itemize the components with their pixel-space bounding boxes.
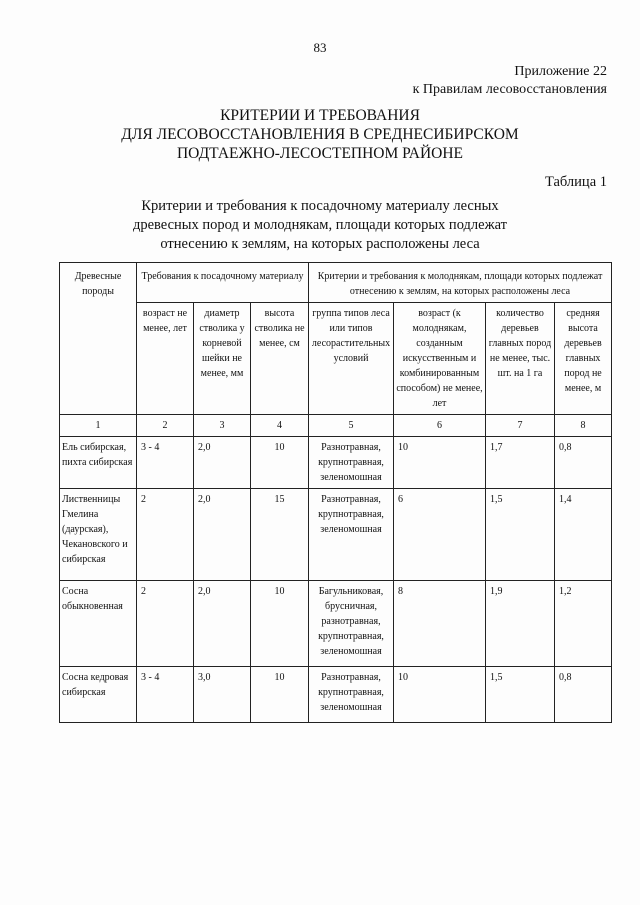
column-number: 6	[394, 415, 486, 437]
page-number: 83	[313, 40, 327, 55]
height-cell: 10	[251, 581, 309, 667]
tree-count-cell: 1,9	[486, 581, 555, 667]
title-line-2: ДЛЯ ЛЕСОВОССТАНОВЛЕНИЯ В СРЕДНЕСИБИРСКОМ	[121, 126, 519, 143]
column-number: 2	[137, 415, 194, 437]
header-col-8: средняя высота деревьев главных пород не менее, м	[555, 303, 612, 415]
species-cell: Сосна кедровая сибирская	[60, 667, 137, 723]
header-species: Древесные породы	[60, 263, 137, 415]
table-row	[60, 581, 612, 667]
column-number: 8	[555, 415, 612, 437]
document-title	[0, 106, 640, 163]
column-number: 5	[309, 415, 394, 437]
title-line-1: КРИТЕРИИ И ТРЕБОВАНИЯ	[220, 107, 420, 124]
forest-type-cell: Разнотравная, крупнотравная, зеленомошная	[309, 437, 394, 489]
header-young-stands: Критерии и требования к молоднякам, площади которых подлежат отнесению к землям, на которых расположены леса	[309, 263, 612, 303]
species-cell: Сосна обыкновенная	[60, 581, 137, 667]
young-age-cell: 10	[394, 667, 486, 723]
column-number-row	[60, 415, 612, 437]
seedling-age-cell: 2	[137, 581, 194, 667]
species-cell: Лиственницы Гмелина (даурская), Чекановского и сибирская	[60, 489, 137, 581]
tree-count-cell: 1,5	[486, 667, 555, 723]
tree-count-cell: 1,7	[486, 437, 555, 489]
header-col-6: возраст (к молоднякам, созданным искусственным и комбинированным способом) не менее, лет	[394, 303, 486, 415]
young-age-cell: 8	[394, 581, 486, 667]
header-col-5: группа типов леса или типов лесорастительных условий	[309, 303, 394, 415]
diameter-cell: 3,0	[194, 667, 251, 723]
tree-count-cell: 1,5	[486, 489, 555, 581]
avg-height-cell: 0,8	[555, 437, 612, 489]
table-row	[60, 667, 612, 723]
caption-line-1: Критерии и требования к посадочному материалу лесных	[141, 198, 499, 214]
species-cell: Ель сибирская, пихта сибирская	[60, 437, 137, 489]
diameter-cell: 2,0	[194, 489, 251, 581]
table-row	[60, 437, 612, 489]
seedling-age-cell: 3 - 4	[137, 437, 194, 489]
forest-type-cell: Разнотравная, крупнотравная, зеленомошная	[309, 667, 394, 723]
appendix-line-1: Приложение 22	[514, 64, 607, 79]
diameter-cell: 2,0	[194, 581, 251, 667]
seedling-age-cell: 3 - 4	[137, 667, 194, 723]
table-number: Таблица 1	[544, 174, 607, 190]
seedling-age-cell: 2	[137, 489, 194, 581]
avg-height-cell: 1,2	[555, 581, 612, 667]
table-row	[60, 489, 612, 581]
header-col-7: количество деревьев главных пород не менее, тыс. шт. на 1 га	[486, 303, 555, 415]
height-cell: 10	[251, 437, 309, 489]
header-row-2	[60, 303, 612, 415]
young-age-cell: 6	[394, 489, 486, 581]
header-col-4: высота стволика не менее, см	[251, 303, 309, 415]
forest-type-cell: Багульниковая, брусничная, разнотравная, крупнотравная, зеленомошная	[309, 581, 394, 667]
header-row-1	[60, 263, 612, 303]
criteria-table	[59, 262, 612, 723]
caption-line-2: древесных пород и молоднякам, площади которых подлежат	[132, 217, 507, 233]
height-cell: 10	[251, 667, 309, 723]
header-col-3: диаметр стволика у корневой шейки не менее, мм	[194, 303, 251, 415]
column-number: 4	[251, 415, 309, 437]
column-number: 3	[194, 415, 251, 437]
column-number: 7	[486, 415, 555, 437]
height-cell: 15	[251, 489, 309, 581]
title-line-3: ПОДТАЕЖНО-ЛЕСОСТЕПНОМ РАЙОНЕ	[176, 145, 464, 162]
avg-height-cell: 0,8	[555, 667, 612, 723]
column-number: 1	[60, 415, 137, 437]
caption-line-3: отнесению к землям, на которых расположены леса	[160, 236, 480, 252]
appendix-line-2: к Правилам лесовосстановления	[412, 82, 607, 97]
diameter-cell: 2,0	[194, 437, 251, 489]
avg-height-cell: 1,4	[555, 489, 612, 581]
young-age-cell: 10	[394, 437, 486, 489]
appendix-reference	[413, 63, 607, 99]
header-planting-material: Требования к посадочному материалу	[137, 263, 309, 303]
forest-type-cell: Разнотравная, крупнотравная, зеленомошная	[309, 489, 394, 581]
header-col-2: возраст не менее, лет	[137, 303, 194, 415]
table-caption	[100, 197, 540, 254]
